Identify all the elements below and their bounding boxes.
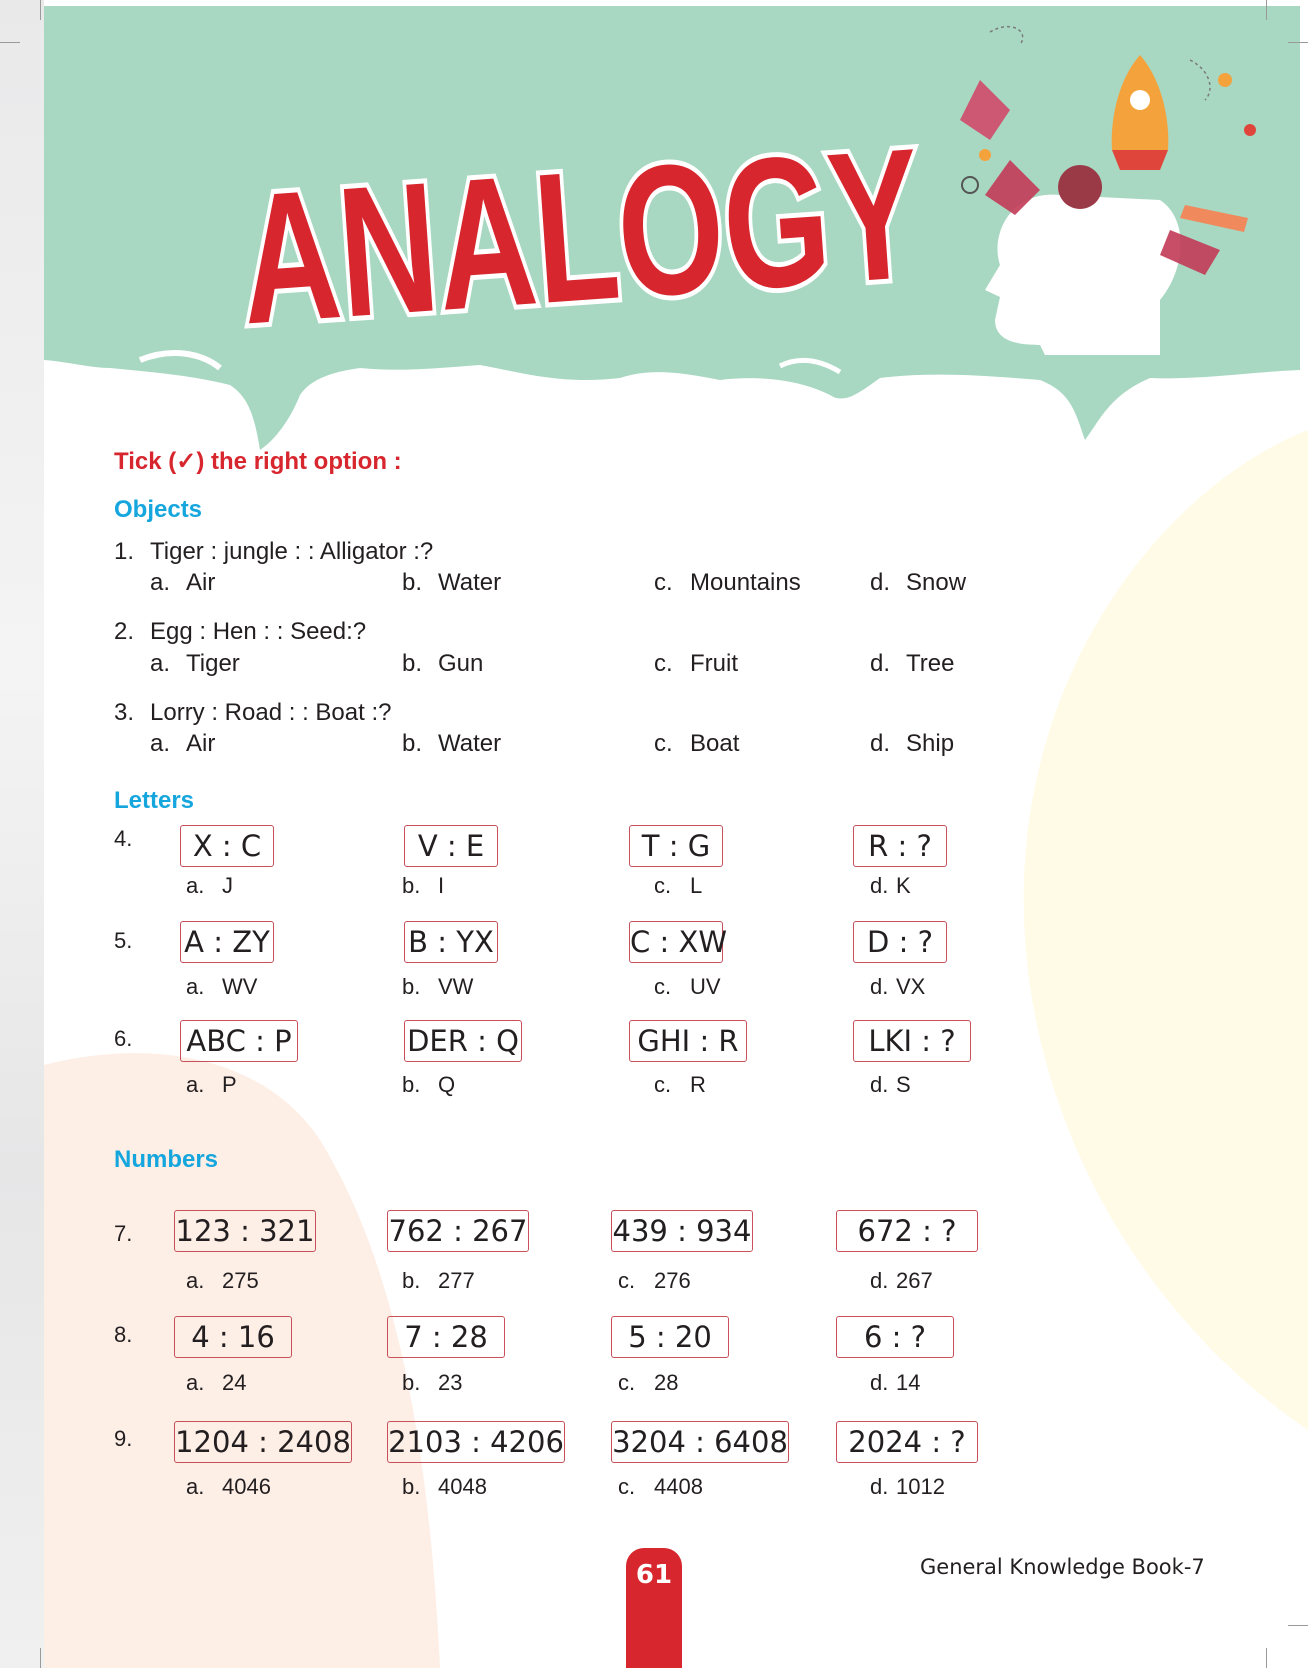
crop-mark (40, 1648, 41, 1668)
analogy-box-question: 672 : ? (836, 1210, 978, 1252)
crop-mark (1288, 1625, 1308, 1626)
analogy-box: 5 : 20 (611, 1316, 729, 1358)
option-a[interactable]: a. 4046 (186, 1474, 271, 1499)
head-icon (985, 195, 1181, 355)
analogy-box: 3204 : 6408 (611, 1421, 789, 1463)
option-d[interactable]: d. 267 (870, 1268, 933, 1293)
analogy-box: 762 : 267 (387, 1210, 529, 1252)
question-number: 2. (114, 618, 135, 645)
peach-blob (44, 1053, 440, 1668)
option-b[interactable]: b. Q (402, 1072, 456, 1097)
option-b[interactable]: b. Water (402, 730, 502, 757)
analogy-box: 1204 : 2408 (174, 1421, 352, 1463)
option-b[interactable]: b. VW (402, 974, 474, 999)
page-number: 61 (635, 1560, 673, 1590)
option-a[interactable]: a. Air (150, 730, 216, 757)
analogy-box: 439 : 934 (611, 1210, 753, 1252)
analogy-box: 4 : 16 (174, 1316, 292, 1358)
option-c[interactable]: c. Fruit (654, 650, 738, 677)
book-title: General Knowledge Book-7 (920, 1555, 1205, 1579)
option-b[interactable]: b. 4048 (402, 1474, 487, 1499)
option-c[interactable]: c. Mountains (654, 569, 801, 596)
question-number: 6. (114, 1026, 133, 1051)
section-heading-numbers: Numbers (114, 1146, 219, 1173)
crop-mark (0, 42, 20, 43)
analogy-box: V : E (404, 825, 498, 867)
option-a[interactable]: a. 24 (186, 1370, 247, 1395)
title-banner (0, 0, 1308, 470)
question-number: 8. (114, 1322, 133, 1347)
option-d[interactable]: d. Tree (870, 650, 955, 677)
option-a[interactable]: a. J (186, 873, 233, 898)
analogy-box: GHI : R (629, 1020, 747, 1062)
crop-mark (1266, 0, 1267, 20)
option-c[interactable]: c. UV (654, 974, 721, 999)
option-b[interactable]: b. Water (402, 569, 502, 596)
gear-icon (1058, 165, 1102, 209)
question-number: 5. (114, 928, 133, 953)
option-a[interactable]: a. P (186, 1072, 237, 1097)
option-b[interactable]: b. 23 (402, 1370, 463, 1395)
option-d[interactable]: d. 1012 (870, 1474, 945, 1499)
analogy-box: A : ZY (180, 921, 274, 963)
option-c[interactable]: c. 28 (618, 1370, 679, 1395)
option-c[interactable]: c. Boat (654, 730, 740, 757)
analogy-box: X : C (180, 825, 274, 867)
option-d[interactable]: d. Snow (870, 569, 967, 596)
section-heading-objects: Objects (114, 496, 203, 523)
option-d[interactable]: d. K (870, 873, 911, 898)
option-b[interactable]: b. I (402, 873, 445, 898)
option-d[interactable]: d. VX (870, 974, 926, 999)
option-a[interactable]: a. WV (186, 974, 258, 999)
option-b[interactable]: b. Gun (402, 650, 484, 677)
page-title: ANALOGY (234, 93, 1172, 364)
crop-mark (40, 0, 41, 20)
yellow-blob (1024, 430, 1308, 1430)
option-d[interactable]: d. S (870, 1072, 911, 1097)
question-number: 1. (114, 538, 135, 565)
option-a[interactable]: a. Tiger (150, 650, 240, 677)
analogy-box: 2103 : 4206 (387, 1421, 565, 1463)
section-heading-letters: Letters (114, 787, 195, 814)
option-c[interactable]: c. L (654, 873, 703, 898)
analogy-box-question: 2024 : ? (836, 1421, 978, 1463)
analogy-box-question: R : ? (853, 825, 947, 867)
question-number: 4. (114, 826, 133, 851)
analogy-box: DER : Q (404, 1020, 522, 1062)
analogy-box: ABC : P (180, 1020, 298, 1062)
option-c[interactable]: c. 276 (618, 1268, 691, 1293)
question-number: 3. (114, 699, 135, 726)
question-text: Egg : Hen : : Seed:? (150, 618, 367, 645)
option-c[interactable]: c. R (654, 1072, 706, 1097)
question-number: 9. (114, 1426, 133, 1451)
crop-mark (1266, 1648, 1267, 1668)
analogy-box: T : G (629, 825, 723, 867)
crop-mark (1288, 42, 1308, 43)
question-number: 7. (114, 1221, 133, 1246)
analogy-box-question: 6 : ? (836, 1316, 954, 1358)
question-text: Lorry : Road : : Boat :? (150, 699, 392, 726)
option-c[interactable]: c. 4408 (618, 1474, 703, 1499)
option-a[interactable]: a. 275 (186, 1268, 259, 1293)
analogy-box: C : XW (629, 921, 723, 963)
analogy-box: B : YX (404, 921, 498, 963)
option-b[interactable]: b. 277 (402, 1268, 475, 1293)
analogy-box: 7 : 28 (387, 1316, 505, 1358)
instruction: Tick (✓) the right option : (114, 448, 402, 475)
question-text: Tiger : jungle : : Alligator :? (150, 538, 434, 565)
analogy-box-question: LKI : ? (853, 1020, 971, 1062)
analogy-box-question: D : ? (853, 921, 947, 963)
option-a[interactable]: a. Air (150, 569, 216, 596)
option-d[interactable]: d. Ship (870, 730, 955, 757)
analogy-box: 123 : 321 (174, 1210, 316, 1252)
option-d[interactable]: d. 14 (870, 1370, 921, 1395)
